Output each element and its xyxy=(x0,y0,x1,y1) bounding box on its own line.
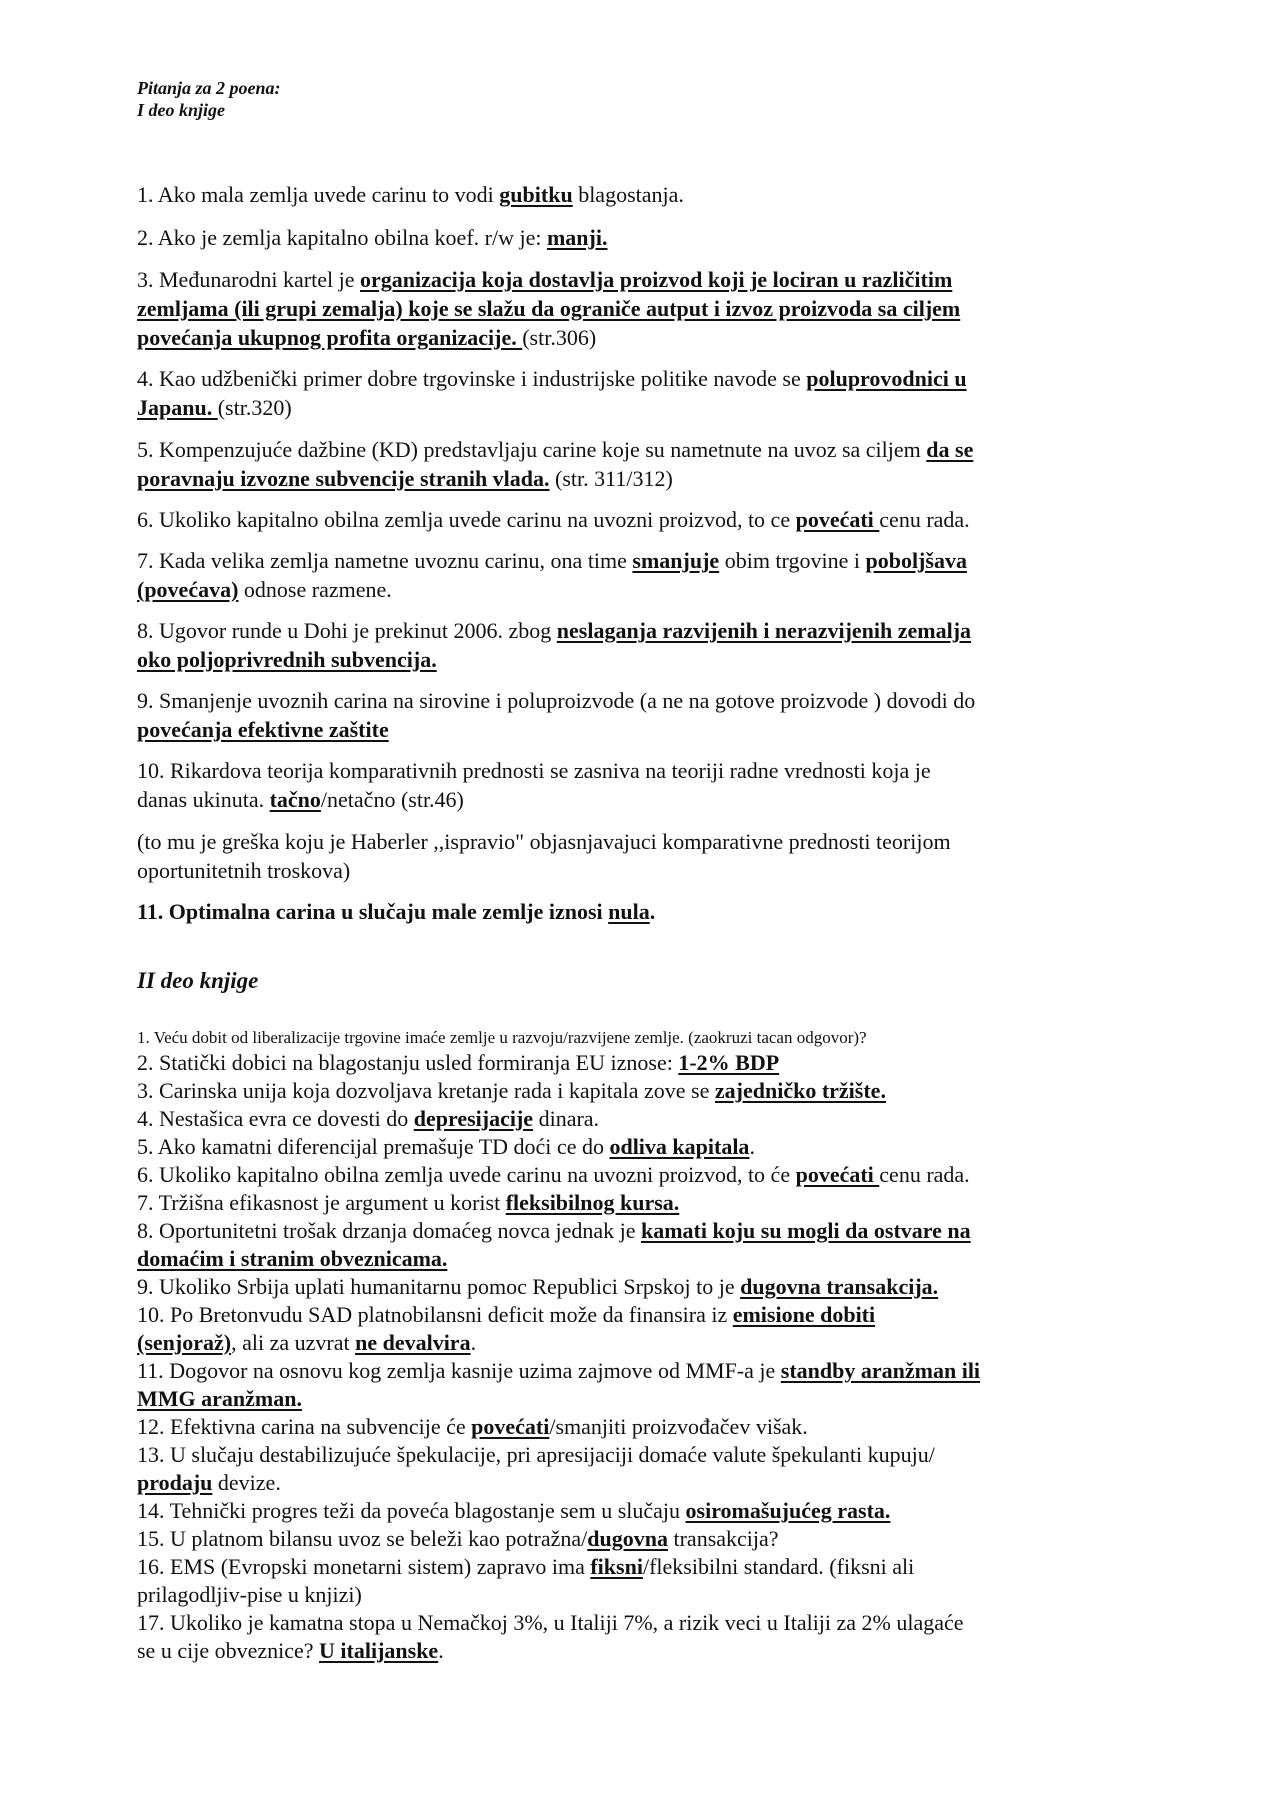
question-1-2: 2. Ako je zemlja kapitalno obilna koef. r/w je: manji. xyxy=(137,225,608,250)
question-1-8: 8. Ugovor runde u Dohi je prekinut 2006. zbog neslaganja razvijenih i nerazvijenih zemalja oko poljoprivrednih subvencija. xyxy=(137,618,972,672)
question-2-17: 17. Ukoliko je kamatna stopa u Nemačkoj 3%, u Italiji 7%, a rizik veci u Italiji za 2% ulagaće se u cije obveznice? U italijanske. xyxy=(137,1610,964,1663)
question-1-6: 6. Ukoliko kapitalno obilna zemlja uvede carinu na uvozni proizvod, to ce povećati cenu rada. xyxy=(137,507,970,532)
question-1-9: 9. Smanjenje uvoznih carina na sirovine i poluproizvode (a ne na gotove proizvode ) dovodi do povećanja efektivne zaštite xyxy=(137,688,976,742)
question-2-1: 1. Veću dobit od liberalizacije trgovine imaće zemlje u razvoju/razvijene zemlje. (zaokruzi tacan odgovor)? xyxy=(137,1028,867,1047)
question-2-5: 5. Ako kamatni diferencijal premašuje TD doći ce do odliva kapitala. xyxy=(137,1134,755,1159)
question-2-2: 2. Statički dobici na blagostanju usled formiranja EU iznose: 1-2% BDP xyxy=(137,1050,780,1075)
question-2-3: 3. Carinska unija koja dozvoljava kretanje rada i kapitala zove se zajedničko tržište. xyxy=(137,1078,886,1103)
question-2-16: 16. EMS (Evropski monetarni sistem) zapravo ima fiksni/fleksibilni standard. (fiksni ali prilagodljiv-pise u knjizi) xyxy=(137,1554,915,1607)
question-1-4: 4. Kao udžbenički primer dobre trgovinske i industrijske politike navode se poluprovodnici u Japanu. (str.320) xyxy=(137,366,967,420)
question-2-8: 8. Oportunitetni trošak drzanja domaćeg novca jednak je kamati koju su mogli da ostvare na domaćim i stranim obveznicama. xyxy=(137,1218,971,1271)
question-1-3: 3. Međunarodni kartel je organizacija koja dostavlja proizvod koji je lociran u različitim zemljama (ili grupi zemalja) koje se slažu da ograniče autput i izvoz proizvoda sa ciljem povećanja ukupnog profita organizacije. (str.306) xyxy=(137,267,961,350)
note-haberler: (to mu je greška koju je Haberler ,,ispravio" objasnjavajuci komparativne prednosti teorijom oportunitetnih troskova) xyxy=(137,829,951,883)
question-1-5: 5. Kompenzujuće dažbine (KD) predstavljaju carine koje su nametnute na uvoz sa ciljem da se poravnaju izvozne subvencije stranih vlada. (str. 311/312) xyxy=(137,437,974,491)
question-1-11: 11. Optimalna carina u slučaju male zemlje iznosi nula. xyxy=(137,899,656,924)
question-2-13: 13. U slučaju destabilizujuće špekulacije, pri apresijaciji domaće valute špekulanti kupuju/ prodaju devize. xyxy=(137,1442,935,1495)
question-2-12: 12. Efektivna carina na subvencije će povećati/smanjiti proizvođačev višak. xyxy=(137,1414,808,1439)
section-title-part2: II deo knjige xyxy=(137,968,259,993)
question-2-15: 15. U platnom bilansu uvoz se beleži kao potražna/dugovna transakcija? xyxy=(137,1526,779,1551)
header-subtitle: I deo knjige xyxy=(137,100,225,120)
question-2-4: 4. Nestašica evra ce dovesti do depresijacije dinara. xyxy=(137,1106,600,1131)
question-1-7: 7. Kada velika zemlja nametne uvoznu carinu, ona time smanjuje obim trgovine i poboljšava (povećava) odnose razmene. xyxy=(137,548,967,602)
question-2-10: 10. Po Bretonvudu SAD platnobilansni deficit može da finansira iz emisione dobiti (senjoraž), ali za uzvrat ne devalvira. xyxy=(137,1302,876,1355)
question-2-11: 11. Dogovor na osnovu kog zemlja kasnije uzima zajmove od MMF-a je standby aranžman ili MMG aranžman. xyxy=(137,1358,981,1411)
question-2-9: 9. Ukoliko Srbija uplati humanitarnu pomoc Republici Srpskoj to je dugovna transakcija. xyxy=(137,1274,939,1299)
question-1-10: 10. Rikardova teorija komparativnih prednosti se zasniva na teoriji radne vrednosti koja je danas ukinuta. tačno/netačno (str.46) xyxy=(137,758,931,812)
header-title: Pitanja za 2 poena: xyxy=(137,78,281,98)
question-1-1: 1. Ako mala zemlja uvede carinu to vodi gubitku blagostanja. xyxy=(137,182,684,207)
question-2-6: 6. Ukoliko kapitalno obilna zemlja uvede carinu na uvozni proizvod, to će povećati cenu rada. xyxy=(137,1162,970,1187)
question-2-7: 7. Tržišna efikasnost je argument u korist fleksibilnog kursa. xyxy=(137,1190,680,1215)
question-2-14: 14. Tehnički progres teži da poveća blagostanje sem u slučaju osiromašujućeg rasta. xyxy=(137,1498,891,1523)
